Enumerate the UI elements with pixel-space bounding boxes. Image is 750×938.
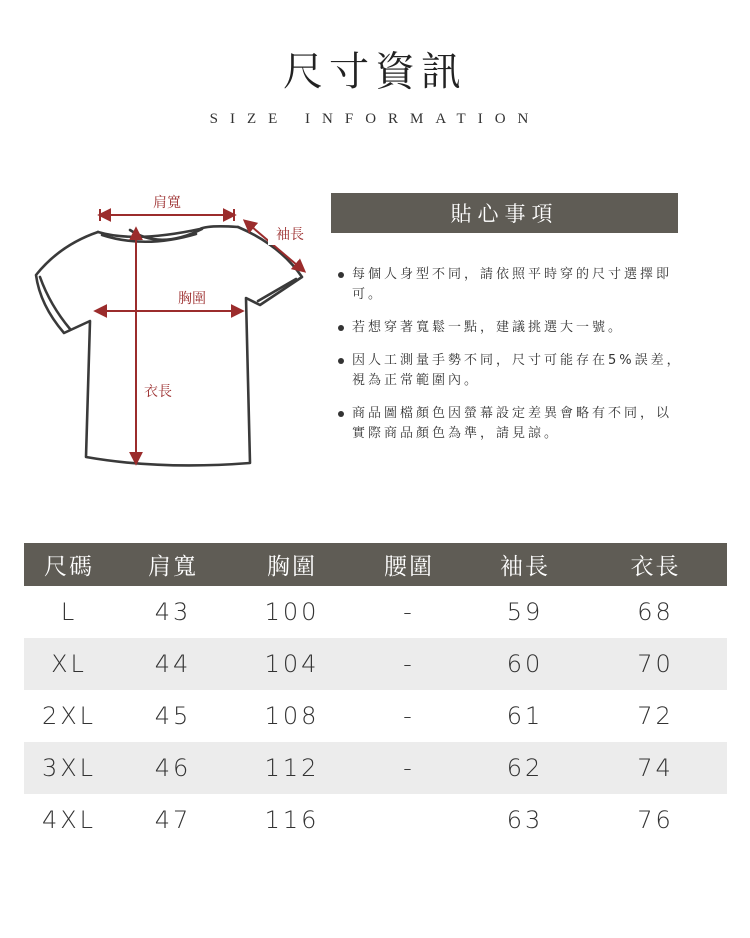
cell-size: XL <box>51 650 87 678</box>
cell-size: 2XL <box>41 702 97 730</box>
header-size: 尺碼 <box>44 554 94 580</box>
cell-length: 74 <box>637 754 674 782</box>
cell-shoulder: 45 <box>154 702 192 730</box>
page-subtitle: SIZE INFORMATION <box>209 111 541 127</box>
cell-waist: - <box>403 650 415 678</box>
bullet-icon <box>338 358 344 364</box>
chest-label: 胸圍 <box>178 291 206 307</box>
cell-sleeve: 62 <box>506 754 544 782</box>
notes-list <box>338 265 683 457</box>
table-row <box>24 690 727 742</box>
cell-chest: 112 <box>264 754 320 782</box>
header-shoulder: 肩寬 <box>148 554 198 580</box>
bullet-icon <box>338 325 344 331</box>
table-row <box>24 742 727 794</box>
header-sleeve: 袖長 <box>500 554 550 580</box>
cell-sleeve: 61 <box>506 702 544 730</box>
cell-shoulder: 46 <box>154 754 192 782</box>
cell-size: 4XL <box>41 806 97 834</box>
cell-waist: - <box>403 754 415 782</box>
tshirt-outline <box>36 226 302 465</box>
cell-waist <box>352 794 466 846</box>
header-waist: 腰圍 <box>384 554 434 580</box>
bullet-icon <box>338 272 344 278</box>
note-item: 因人工測量手勢不同，尺寸可能存在5%誤差，視為正常範圍內。 <box>338 351 683 391</box>
table-header-row <box>24 543 727 586</box>
cell-length: 68 <box>637 598 674 626</box>
cell-chest: 108 <box>264 702 320 730</box>
table-row <box>24 794 727 846</box>
cell-shoulder: 44 <box>154 650 192 678</box>
cell-chest: 104 <box>264 650 320 678</box>
cell-size: 3XL <box>41 754 97 782</box>
note-item: 商品圖檔顏色因螢幕設定差異會略有不同，以實際商品顏色為準，請見諒。 <box>338 404 683 444</box>
header-chest: 胸圍 <box>267 554 317 580</box>
cell-chest: 100 <box>264 598 320 626</box>
table-row <box>24 586 727 638</box>
cell-waist: - <box>403 702 415 730</box>
cell-length: 70 <box>637 650 674 678</box>
shoulder-label: 肩寬 <box>153 195 181 211</box>
size-table <box>24 543 727 846</box>
cell-sleeve: 60 <box>506 650 544 678</box>
note-item: 每個人身型不同，請依照平時穿的尺寸選擇即可。 <box>338 265 683 305</box>
cell-length: 72 <box>637 702 674 730</box>
header-length: 衣長 <box>630 554 681 580</box>
cell-size: L <box>60 598 78 626</box>
cell-shoulder: 43 <box>154 598 192 626</box>
cell-sleeve: 63 <box>506 806 544 834</box>
cell-chest: 116 <box>264 806 320 834</box>
sleeve-label: 袖長 <box>276 227 304 243</box>
cell-sleeve: 59 <box>506 598 544 626</box>
table-row <box>24 638 727 690</box>
bullet-icon <box>338 411 344 417</box>
note-item: 若想穿著寬鬆一點，建議挑選大一號。 <box>338 318 683 338</box>
tshirt-measurement-diagram <box>30 185 330 485</box>
length-label: 衣長 <box>144 384 172 400</box>
cell-waist: - <box>403 598 415 626</box>
notes-heading: 貼心事項 <box>331 193 678 233</box>
cell-shoulder: 47 <box>154 806 192 834</box>
page-title: 尺寸資訊 <box>283 49 467 95</box>
cell-length: 76 <box>637 806 674 834</box>
